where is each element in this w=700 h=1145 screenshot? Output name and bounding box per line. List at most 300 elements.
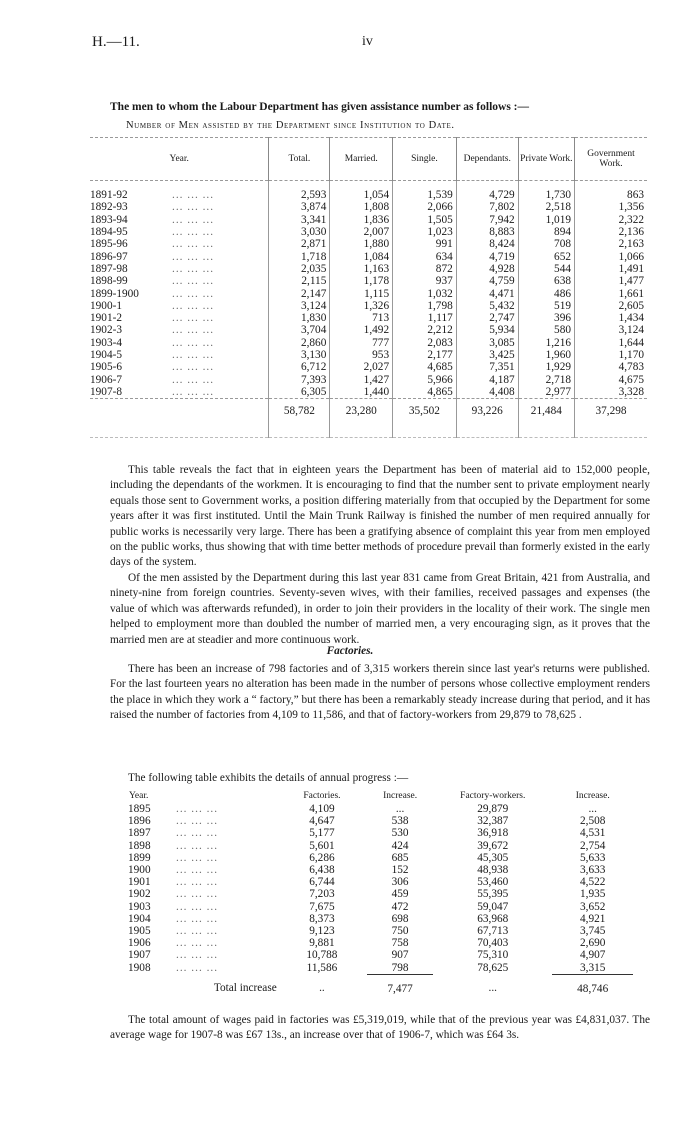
value-cell: 1,661 xyxy=(575,287,648,299)
column-header: Increase. xyxy=(383,791,418,801)
year-label: 1891-92 xyxy=(90,189,128,202)
value-cell: 708 xyxy=(518,238,574,250)
value-cell: 2,027 xyxy=(330,361,393,373)
column-header: Married. xyxy=(330,138,393,181)
dot-leader: ... ... ... xyxy=(172,201,215,214)
value-cell: 580 xyxy=(518,324,574,336)
value-cell: 1,798 xyxy=(393,300,457,312)
year-cell xyxy=(128,901,277,913)
table-row xyxy=(128,827,633,839)
year-label: 1899-1900 xyxy=(90,287,139,300)
dot-leader: ... ... ... xyxy=(176,900,219,913)
year-cell xyxy=(90,201,269,213)
value-cell: 2,083 xyxy=(393,337,457,349)
year-cell xyxy=(128,937,277,949)
table-row xyxy=(90,361,647,373)
value-cell: 2,163 xyxy=(575,238,648,250)
year-cell xyxy=(90,250,269,262)
value-cell: 1,170 xyxy=(575,349,648,361)
table-row xyxy=(128,937,633,949)
value-cell: 991 xyxy=(393,238,457,250)
dot-leader: ... ... ... xyxy=(172,213,215,226)
year-cell xyxy=(128,803,277,815)
value-cell: 1,929 xyxy=(518,361,574,373)
table-header-row xyxy=(90,138,647,181)
value-cell: 78,625 xyxy=(477,961,509,974)
year-label: 1905 xyxy=(128,924,151,937)
value-cell: 6,438 xyxy=(309,864,335,877)
year-cell xyxy=(128,815,277,827)
paragraph-men-assisted xyxy=(110,571,650,648)
value-cell: 152 xyxy=(391,864,409,877)
spacer-cell xyxy=(456,181,518,190)
dot-leader: ... ... ... xyxy=(172,275,215,288)
column-header: Factory-workers. xyxy=(460,791,526,801)
spacer-cell xyxy=(518,181,574,190)
paragraph-text: The following table exhibits the details of annual progress :— xyxy=(128,772,409,784)
year-cell xyxy=(90,361,269,373)
column-header: Year. xyxy=(90,138,269,181)
total-cell: 35,502 xyxy=(393,399,457,424)
value-cell: 652 xyxy=(518,250,574,262)
year-label: 1904 xyxy=(128,912,151,925)
value-cell: 2,508 xyxy=(579,815,606,828)
value-cell: 11,586 xyxy=(306,961,338,974)
spacer-row xyxy=(90,423,647,438)
value-cell: 544 xyxy=(518,263,574,275)
value-cell: 2,212 xyxy=(393,324,457,336)
table-row xyxy=(90,300,647,312)
dot-leader: ... ... ... xyxy=(176,961,219,974)
dot-leader: ... ... ... xyxy=(176,912,219,925)
value-cell: 2,066 xyxy=(393,201,457,213)
year-label: 1907-8 xyxy=(90,385,123,398)
value-cell: 63,968 xyxy=(477,912,509,925)
dot-leader: ... ... ... xyxy=(176,815,219,828)
blank-cell xyxy=(90,399,269,424)
year-cell xyxy=(90,275,269,287)
table1-intro: The men to whom the Labour Department has given assistance number as follows :— xyxy=(110,101,530,113)
column-header: Government Work. xyxy=(575,138,648,181)
table-row xyxy=(90,189,647,201)
table-row xyxy=(90,214,647,226)
value-cell: 5,601 xyxy=(309,839,335,852)
value-cell: 45,305 xyxy=(477,851,509,864)
table-row xyxy=(90,312,647,324)
table-row xyxy=(90,337,647,349)
total-cell: 23,280 xyxy=(330,399,393,424)
value-cell: 6,305 xyxy=(269,386,330,399)
value-cell: 530 xyxy=(391,827,409,840)
year-label: 1904-5 xyxy=(90,349,123,361)
value-cell: 396 xyxy=(518,312,574,324)
year-label: 1906 xyxy=(128,937,151,950)
value-cell: 3,633 xyxy=(579,864,606,877)
table-row xyxy=(128,815,633,827)
value-cell: 2,605 xyxy=(575,300,648,312)
spacer-cell xyxy=(393,181,457,190)
year-label: 1895 xyxy=(128,803,151,816)
spacer-cell xyxy=(269,181,330,190)
value-cell: 5,633 xyxy=(579,851,606,864)
value-cell: 1,084 xyxy=(330,250,393,262)
value-cell: 2,518 xyxy=(518,201,574,213)
year-label: 1902 xyxy=(128,888,151,901)
year-cell xyxy=(90,373,269,385)
value-cell: 4,647 xyxy=(309,815,335,828)
value-cell: 2,593 xyxy=(269,189,330,201)
value-cell: 1,163 xyxy=(330,263,393,275)
year-label: 1892-93 xyxy=(90,201,128,214)
value-cell: 4,531 xyxy=(579,827,606,840)
year-cell xyxy=(90,238,269,250)
value-cell: 750 xyxy=(391,924,409,937)
total-cell: 21,484 xyxy=(518,399,574,424)
value-cell: 39,672 xyxy=(477,839,509,852)
paragraph-table2-intro xyxy=(110,771,650,786)
year-cell xyxy=(128,864,277,876)
value-cell: 777 xyxy=(330,337,393,349)
value-cell: 5,432 xyxy=(456,300,518,312)
value-cell: 59,047 xyxy=(477,900,509,913)
value-cell: 67,713 xyxy=(477,924,509,937)
value-cell: 1,019 xyxy=(518,214,574,226)
value-cell: 4,921 xyxy=(579,912,606,925)
total-label xyxy=(128,974,277,995)
table-row xyxy=(128,925,633,937)
table-header-row xyxy=(128,789,633,803)
total-cell: ... xyxy=(488,982,497,995)
year-label: 1902-3 xyxy=(90,324,123,337)
paragraph-wages xyxy=(110,1013,650,1044)
spacer-cell xyxy=(393,423,457,438)
dot-leader: ... ... ... xyxy=(172,373,215,386)
table-row xyxy=(90,226,647,238)
year-label: 1898 xyxy=(128,839,151,852)
paragraph-text: There has been an increase of 798 factories and of 3,315 workers therein since last year's returns were published. For the last fourteen years no alteration has been made in the number of persons whose collective employment renders the place in which they work a “ factory,” but there has been a remarkably steady increase during that period, and it has raised the number of factories from 4,109 to 11,586, and that of factory-workers from 29,879 to 78,625 . xyxy=(110,663,650,722)
value-cell: 3,874 xyxy=(269,201,330,213)
year-cell xyxy=(128,827,277,839)
value-cell: 5,177 xyxy=(309,827,335,840)
value-cell: 1,492 xyxy=(330,324,393,336)
total-cell: 48,746 xyxy=(552,974,633,995)
value-cell: 5,934 xyxy=(456,324,518,336)
dot-leader: ... ... ... xyxy=(172,238,215,251)
value-cell: 4,522 xyxy=(579,876,606,889)
total-leader: .. xyxy=(319,982,325,995)
value-cell: 3,315 xyxy=(579,961,606,974)
value-cell: 2,718 xyxy=(518,373,574,385)
value-cell: 6,286 xyxy=(309,851,335,864)
value-cell: 3,085 xyxy=(456,337,518,349)
year-label: 1905-6 xyxy=(90,361,123,374)
value-cell: 538 xyxy=(391,815,409,828)
year-cell xyxy=(128,913,277,925)
value-cell: 7,802 xyxy=(456,201,518,213)
value-cell: 4,675 xyxy=(575,373,648,385)
value-cell: 8,373 xyxy=(309,912,335,925)
year-cell xyxy=(128,852,277,864)
value-cell: 1,730 xyxy=(518,189,574,201)
table-row xyxy=(90,201,647,213)
value-cell: 1,115 xyxy=(330,287,393,299)
value-cell: 798 xyxy=(391,961,409,974)
value-cell: 1,440 xyxy=(330,386,393,399)
dot-leader: ... ... ... xyxy=(172,262,215,275)
value-cell: 1,066 xyxy=(575,250,648,262)
year-label: 1903 xyxy=(128,900,151,913)
table-row xyxy=(128,961,633,974)
value-cell: 36,918 xyxy=(477,827,509,840)
value-cell: 8,883 xyxy=(456,226,518,238)
value-cell: 4,759 xyxy=(456,275,518,287)
year-label: 1900 xyxy=(128,864,151,877)
year-label: 1897-98 xyxy=(90,262,128,275)
year-label: 1901-2 xyxy=(90,312,123,325)
value-cell: 1,830 xyxy=(269,312,330,324)
value-cell: 2,136 xyxy=(575,226,648,238)
dot-leader: ... ... ... xyxy=(172,299,215,312)
value-cell: 713 xyxy=(330,312,393,324)
dot-leader: ... ... ... xyxy=(176,803,219,816)
value-cell: 1,505 xyxy=(393,214,457,226)
spacer-cell xyxy=(518,423,574,438)
spacer-row xyxy=(90,181,647,190)
value-cell: ... xyxy=(395,803,405,816)
paragraph-table-summary xyxy=(110,463,650,571)
value-cell: 1,960 xyxy=(518,349,574,361)
value-cell: 1,491 xyxy=(575,263,648,275)
dot-leader: ... ... ... xyxy=(172,312,215,325)
value-cell: 7,351 xyxy=(456,361,518,373)
value-cell: 894 xyxy=(518,226,574,238)
value-cell: 6,744 xyxy=(309,876,335,889)
table-row xyxy=(90,386,647,399)
value-cell: 953 xyxy=(330,349,393,361)
value-cell: 459 xyxy=(391,888,409,901)
value-cell: 32,387 xyxy=(477,815,509,828)
value-cell: 424 xyxy=(391,839,409,852)
year-cell xyxy=(90,189,269,201)
column-header: Private Work. xyxy=(518,138,574,181)
totals-row xyxy=(128,974,633,995)
value-cell: 1,644 xyxy=(575,337,648,349)
dot-leader: ... ... ... xyxy=(176,924,219,937)
men-assisted-table xyxy=(90,137,647,438)
spacer-cell xyxy=(575,181,648,190)
dot-leader: ... ... ... xyxy=(172,250,215,263)
value-cell: 4,685 xyxy=(393,361,457,373)
dot-leader: ... ... ... xyxy=(172,385,215,398)
table-row xyxy=(90,373,647,385)
value-cell: 2,754 xyxy=(579,839,606,852)
value-cell: 9,123 xyxy=(309,924,335,937)
column-header: Total. xyxy=(269,138,330,181)
year-label: 1898-99 xyxy=(90,275,128,288)
value-cell: 2,322 xyxy=(575,214,648,226)
paragraph-factories xyxy=(110,662,650,724)
value-cell: 1,477 xyxy=(575,275,648,287)
value-cell: 1,880 xyxy=(330,238,393,250)
spacer-cell xyxy=(90,423,269,438)
year-cell xyxy=(90,214,269,226)
table-row xyxy=(90,287,647,299)
table-row xyxy=(128,840,633,852)
year-cell xyxy=(128,925,277,937)
year-label: 1907 xyxy=(128,949,151,962)
value-cell: 3,652 xyxy=(579,900,606,913)
value-cell: ... xyxy=(588,803,597,816)
dot-leader: ... ... ... xyxy=(176,851,219,864)
value-cell: 53,460 xyxy=(477,876,509,889)
value-cell: 2,690 xyxy=(579,937,606,950)
value-cell: 29,879 xyxy=(477,803,509,816)
dot-leader: ... ... ... xyxy=(176,827,219,840)
value-cell: 486 xyxy=(518,287,574,299)
value-cell: 3,124 xyxy=(575,324,648,336)
year-cell xyxy=(90,337,269,349)
value-cell: 4,719 xyxy=(456,250,518,262)
year-cell xyxy=(128,961,277,974)
value-cell: 1,427 xyxy=(330,373,393,385)
table-row xyxy=(128,803,633,815)
value-cell: 4,783 xyxy=(575,361,648,373)
value-cell: 1,356 xyxy=(575,201,648,213)
column-header: Year. xyxy=(129,791,149,801)
value-cell: 472 xyxy=(391,900,409,913)
value-cell: 2,007 xyxy=(330,226,393,238)
value-cell: 5,966 xyxy=(393,373,457,385)
value-cell: 1,054 xyxy=(330,189,393,201)
value-cell: 1,836 xyxy=(330,214,393,226)
value-cell: 937 xyxy=(393,275,457,287)
value-cell: 4,471 xyxy=(456,287,518,299)
dot-leader: ... ... ... xyxy=(172,226,215,239)
year-cell xyxy=(128,876,277,888)
year-label: 1894-95 xyxy=(90,226,128,239)
value-cell: 4,109 xyxy=(309,803,335,816)
dot-leader: ... ... ... xyxy=(172,324,215,337)
year-cell xyxy=(90,312,269,324)
dot-leader: ... ... ... xyxy=(176,949,219,962)
value-cell: 863 xyxy=(575,189,648,201)
year-label: 1897 xyxy=(128,827,151,840)
dot-leader: ... ... ... xyxy=(172,361,215,374)
value-cell: 1,117 xyxy=(393,312,457,324)
value-cell: 685 xyxy=(391,851,409,864)
value-cell: 3,124 xyxy=(269,300,330,312)
value-cell: 1,023 xyxy=(393,226,457,238)
value-cell: 2,115 xyxy=(269,275,330,287)
total-cell: 93,226 xyxy=(456,399,518,424)
value-cell: 4,187 xyxy=(456,373,518,385)
value-cell: 638 xyxy=(518,275,574,287)
value-cell: 2,747 xyxy=(456,312,518,324)
value-cell: 3,341 xyxy=(269,214,330,226)
table-row xyxy=(128,949,633,961)
year-label: 1896 xyxy=(128,815,151,828)
value-cell: 1,326 xyxy=(330,300,393,312)
table-row xyxy=(90,324,647,336)
value-cell: 2,977 xyxy=(518,386,574,399)
value-cell: 2,860 xyxy=(269,337,330,349)
dot-leader: ... ... ... xyxy=(172,349,215,361)
value-cell: 3,328 xyxy=(575,386,648,399)
value-cell: 4,865 xyxy=(393,386,457,399)
value-cell: 3,130 xyxy=(269,349,330,361)
dot-leader: ... ... ... xyxy=(176,864,219,877)
year-cell xyxy=(90,300,269,312)
column-header: Factories. xyxy=(303,791,341,801)
table-row xyxy=(128,901,633,913)
year-label: 1906-7 xyxy=(90,373,123,386)
year-cell xyxy=(128,888,277,900)
year-label: 1903-4 xyxy=(90,336,123,349)
value-cell: 907 xyxy=(391,949,409,962)
value-cell: 1,808 xyxy=(330,201,393,213)
value-cell: 758 xyxy=(391,937,409,950)
value-cell: 306 xyxy=(391,876,409,889)
paragraph-text: This table reveals the fact that in eighteen years the Department has been of material aid to 152,000 people, including the dependants of the workmen. It is encouraging to find that the number sent to private employment nearly equals those sent to Government works, a position differing materially from that occupied by the Department for some years after it was first instituted. Until the Main Trunk Railway is finished the number of men required annually for public works is necessarily very large. There has been a gratifying absence of complaint this year from men employed on the public works, thus showing that with time better methods of procedure prevail than formerly existed in the early days of the system. xyxy=(110,464,650,569)
value-cell: 7,942 xyxy=(456,214,518,226)
value-cell: 1,032 xyxy=(393,287,457,299)
value-cell: 698 xyxy=(391,912,409,925)
table-row xyxy=(128,913,633,925)
dot-leader: ... ... ... xyxy=(176,876,219,889)
year-cell xyxy=(90,287,269,299)
total-increase-label: Total increase xyxy=(213,982,277,995)
year-cell xyxy=(90,226,269,238)
page-number: iv xyxy=(362,34,373,49)
factories-progress-table xyxy=(128,789,633,995)
year-cell xyxy=(128,840,277,852)
value-cell: 634 xyxy=(393,250,457,262)
value-cell: 2,871 xyxy=(269,238,330,250)
table-row xyxy=(128,876,633,888)
year-cell xyxy=(90,386,269,399)
year-cell xyxy=(90,324,269,336)
paragraph-text: Of the men assisted by the Department during this last year 831 came from Great Britain, 421 from Australia, and ninety-nine from foreign countries. Seventy-seven wives, with their families, received passages and expenses (the value of which was afterwards refunded), in order to join their providers in the locality of their work. The single men helped to employment more than doubled the number of married men, a very encouraging sign, as it proves that the married men are at steadier and more continuous work. xyxy=(110,572,650,646)
year-label: 1901 xyxy=(128,876,151,889)
spacer-cell xyxy=(90,181,269,190)
value-cell: 3,425 xyxy=(456,349,518,361)
value-cell: 4,928 xyxy=(456,263,518,275)
value-cell: 1,539 xyxy=(393,189,457,201)
value-cell: 10,788 xyxy=(306,949,338,962)
value-cell: 4,907 xyxy=(579,949,606,962)
year-label: 1899 xyxy=(128,851,151,864)
totals-row xyxy=(90,399,647,424)
value-cell: 7,675 xyxy=(309,900,335,913)
column-header: Single. xyxy=(393,138,457,181)
total-cell: 7,477 xyxy=(367,974,433,995)
column-header: Increase. xyxy=(575,791,610,801)
year-label: 1893-94 xyxy=(90,213,128,226)
value-cell: 1,718 xyxy=(269,250,330,262)
dot-leader: ... ... ... xyxy=(176,839,219,852)
value-cell: 872 xyxy=(393,263,457,275)
value-cell: 55,395 xyxy=(477,888,509,901)
table-row xyxy=(90,263,647,275)
table-row xyxy=(128,888,633,900)
value-cell: 6,712 xyxy=(269,361,330,373)
table-row xyxy=(90,275,647,287)
value-cell: 7,203 xyxy=(309,888,335,901)
total-cell: 37,298 xyxy=(575,399,648,424)
dot-leader: ... ... ... xyxy=(172,287,215,300)
value-cell: 2,035 xyxy=(269,263,330,275)
spacer-cell xyxy=(575,423,648,438)
